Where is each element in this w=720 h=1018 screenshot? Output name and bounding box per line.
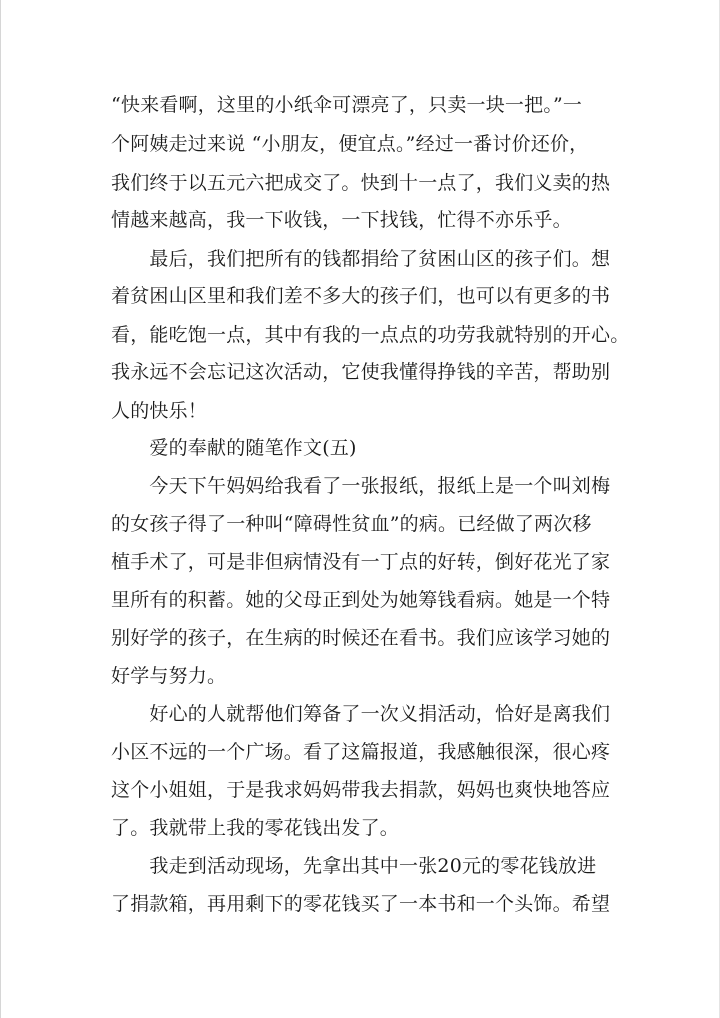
text-line: 我走到活动现场，先拿出其中一张20元的零花钱放进 [111, 855, 597, 877]
text-line: 今天下午妈妈给我看了一张报纸，报纸上是一个叫刘梅 [111, 475, 611, 497]
text-line: 看，能吃饱一点，其中有我的一点点的功劳我就特别的开心。 [111, 324, 630, 346]
text-line: 里所有的积蓄。她的父母正到处为她筹钱看病。她是一个特 [111, 589, 611, 611]
text-line: 个阿姨走过来说 “小朋友，便宜点。”经过一番讨价还价， [111, 133, 589, 155]
text-line: 了捐款箱，再用剩下的零花钱买了一本书和一个头饰。希望 [111, 893, 611, 915]
text-line: 我永远不会忘记这次活动，它使我懂得挣钱的辛苦，帮助别 [111, 361, 611, 383]
text-line: 的女孩子得了一种叫“障碍性贫血”的病。已经做了两次移 [111, 513, 592, 535]
text-line: 好学与努力。 [111, 665, 227, 687]
text-line: 植手术了，可是非但病情没有一丁点的好转，倒好花光了家 [111, 551, 611, 573]
text-line: 情越来越高，我一下收钱，一下找钱，忙得不亦乐乎。 [111, 209, 572, 231]
text-line: “快来看啊，这里的小纸伞可漂亮了，只卖一块一把。”一 [111, 94, 583, 116]
text-line: 着贫困山区里和我们差不多大的孩子们，也可以有更多的书 [111, 285, 611, 307]
text-line: 好心的人就帮他们筹备了一次义捐活动，恰好是离我们 [111, 703, 611, 725]
text-line: 我们终于以五元六把成交了。快到十一点了，我们义卖的热 [111, 172, 611, 194]
text-line: 最后，我们把所有的钱都捐给了贫困山区的孩子们。想 [111, 248, 611, 270]
text-line: 人的快乐！ [111, 400, 208, 422]
text-line: 别好学的孩子，在生病的时候还在看书。我们应该学习她的 [111, 627, 611, 649]
text-line: 小区不远的一个广场。看了这篇报道，我感触很深，很心疼 [111, 741, 611, 763]
text-line: 这个小姐姐，于是我求妈妈带我去捐款，妈妈也爽快地答应 [111, 779, 611, 801]
text-line: 了。我就带上我的零花钱出发了。 [111, 817, 400, 839]
section-heading: 爱的奉献的随笔作文(五) [111, 437, 357, 459]
